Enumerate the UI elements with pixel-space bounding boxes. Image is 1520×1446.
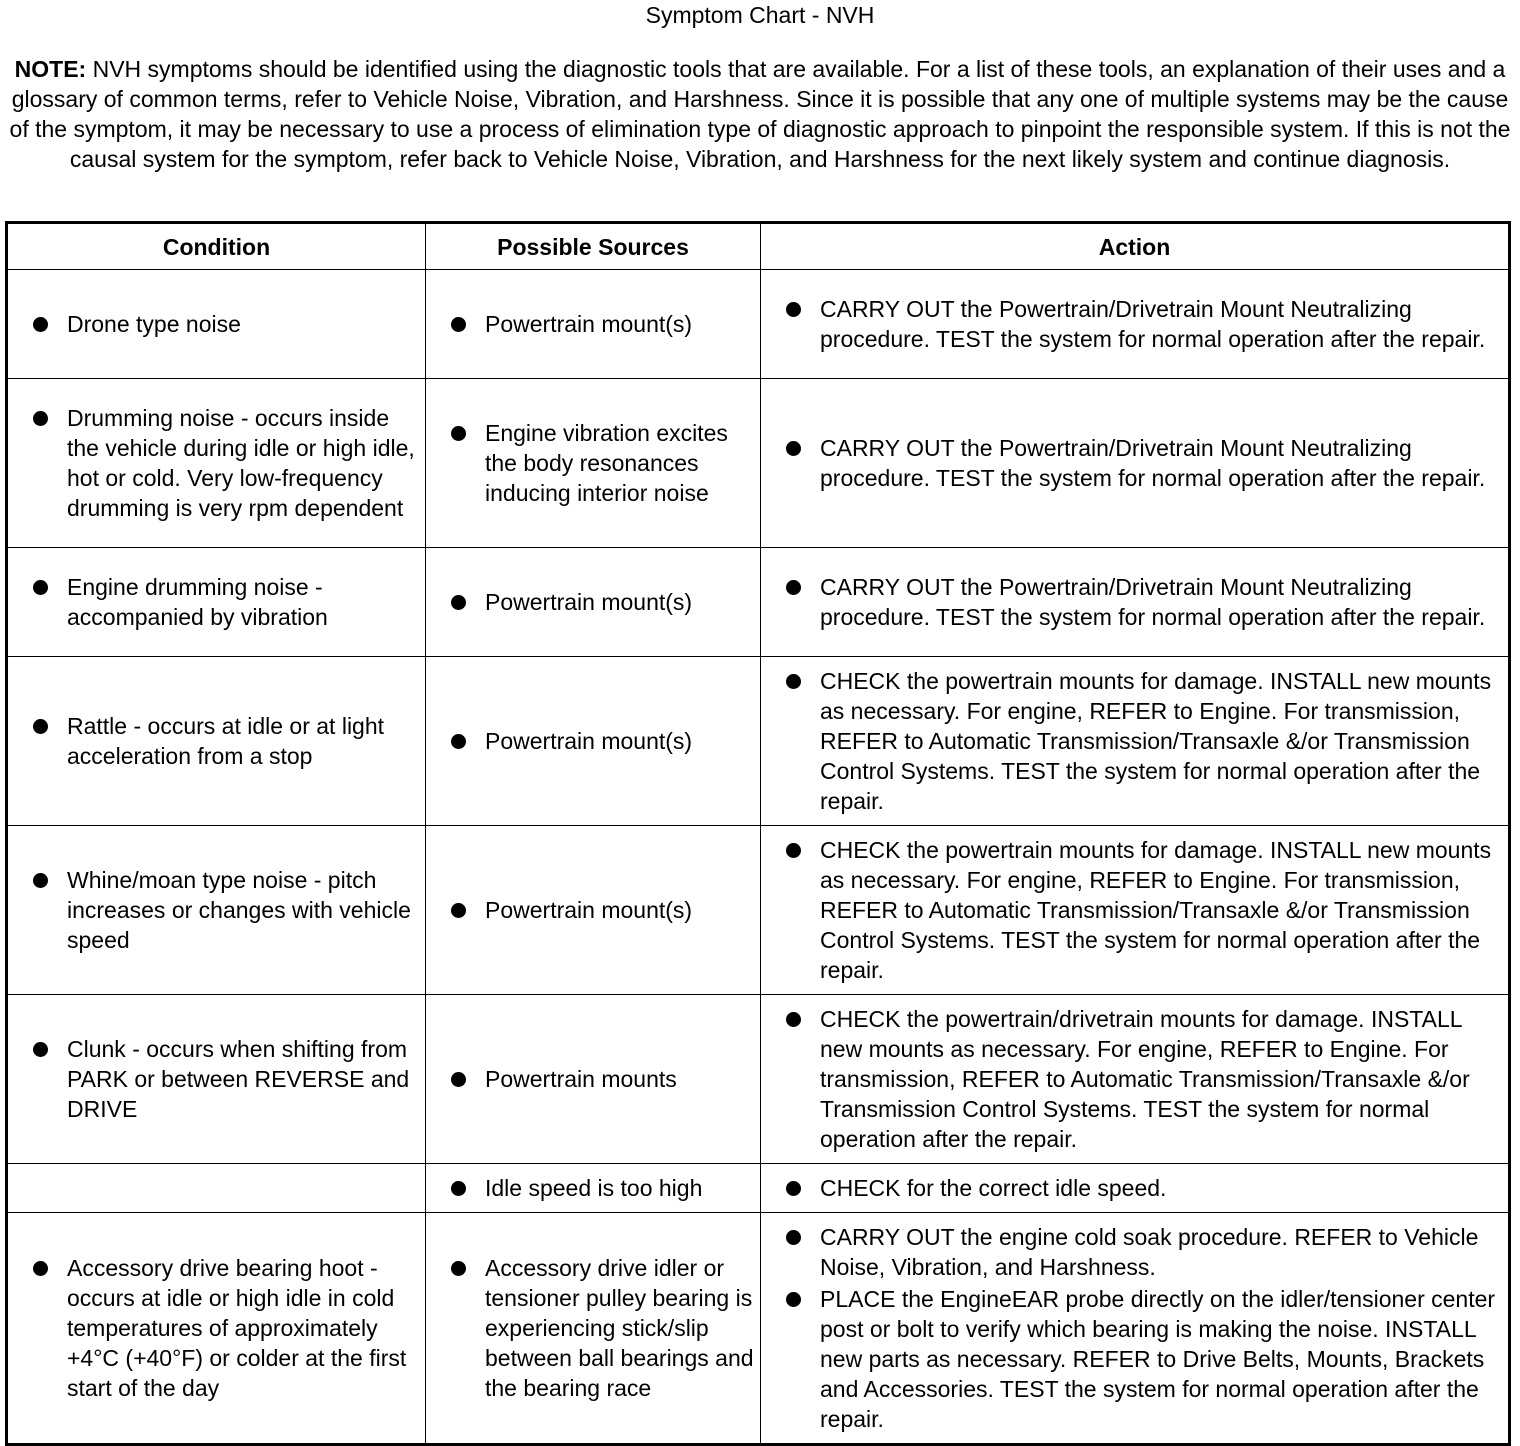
action-item: CARRY OUT the engine cold soak procedure. REFER to Vehicle Noise, Vibration, and Harshness.	[786, 1222, 1502, 1282]
source-item: Powertrain mount(s)	[451, 587, 754, 617]
table-row	[7, 270, 1510, 379]
condition-cell	[7, 1213, 426, 1445]
source-item: Accessory drive idler or tensioner pulley bearing is experiencing stick/slip between ball bearings and the bearing race	[451, 1253, 754, 1403]
condition-item: Engine drumming noise - accompanied by vibration	[33, 572, 419, 632]
action-item: CARRY OUT the Powertrain/Drivetrain Mount Neutralizing procedure. TEST the system for normal operation after the repair.	[786, 433, 1502, 493]
source-item: Idle speed is too high	[451, 1173, 754, 1203]
condition-cell	[7, 379, 426, 548]
header-possible-sources: Possible Sources	[426, 223, 761, 270]
action-item: CARRY OUT the Powertrain/Drivetrain Mount Neutralizing procedure. TEST the system for normal operation after the repair.	[786, 572, 1502, 632]
condition-cell	[7, 270, 426, 379]
action-cell	[761, 1213, 1510, 1445]
condition-cell	[7, 826, 426, 995]
sources-cell	[426, 826, 761, 995]
action-cell	[761, 379, 1510, 548]
source-item: Powertrain mount(s)	[451, 895, 754, 925]
symptom-chart-table	[5, 221, 1511, 1446]
condition-item: Clunk - occurs when shifting from PARK or between REVERSE and DRIVE	[33, 1034, 419, 1124]
sources-cell	[426, 1213, 761, 1445]
action-item: CHECK the powertrain mounts for damage. INSTALL new mounts as necessary. For engine, REFER to Engine. For transmission, REFER to Automatic Transmission/Transaxle &/or Transmission Control Systems. TEST the system for normal operation after the repair.	[786, 666, 1502, 816]
condition-item: Rattle - occurs at idle or at light acceleration from a stop	[33, 711, 419, 771]
action-cell	[761, 548, 1510, 657]
table-row	[7, 1213, 1510, 1445]
condition-cell	[7, 657, 426, 826]
sources-cell	[426, 657, 761, 826]
action-item: PLACE the EngineEAR probe directly on the idler/tensioner center post or bolt to verify which bearing is making the noise. INSTALL new parts as necessary. REFER to Drive Belts, Mounts, Brackets and Accessories. TEST the system for normal operation after the repair.	[786, 1284, 1502, 1434]
header-action: Action	[761, 223, 1510, 270]
action-item: CHECK for the correct idle speed.	[786, 1173, 1502, 1203]
action-item: CHECK the powertrain mounts for damage. INSTALL new mounts as necessary. For engine, REFER to Engine. For transmission, REFER to Automatic Transmission/Transaxle &/or Transmission Control Systems. TEST the system for normal operation after the repair.	[786, 835, 1502, 985]
table-row	[7, 657, 1510, 826]
note-text: NVH symptoms should be identified using the diagnostic tools that are available. For a list of these tools, an explanation of their uses and a glossary of common terms, refer to Vehicle Noise, Vibration, and Harshness. Since it is possible that any one of multiple systems may be the cause of the symptom, it may be necessary to use a process of elimination type of diagnostic approach to pinpoint the responsible system. If this is not the causal system for the symptom, refer back to Vehicle Noise, Vibration, and Harshness for the next likely system and continue diagnosis.	[9, 56, 1511, 172]
table-row	[7, 1164, 1510, 1213]
sources-cell	[426, 379, 761, 548]
condition-item: Accessory drive bearing hoot - occurs at idle or high idle in cold temperatures of approximately +4°C (+40°F) or colder at the first start of the day	[33, 1253, 419, 1403]
action-item: CHECK the powertrain/drivetrain mounts for damage. INSTALL new mounts as necessary. For engine, REFER to Engine. For transmission, REFER to Automatic Transmission/Transaxle &/or Transmission Control Systems. TEST the system for normal operation after the repair.	[786, 1004, 1502, 1154]
table-row	[7, 379, 1510, 548]
header-condition: Condition	[7, 223, 426, 270]
action-cell	[761, 995, 1510, 1164]
note-label: NOTE:	[14, 56, 87, 82]
condition-item: Drone type noise	[33, 309, 419, 339]
note-paragraph	[8, 54, 1512, 174]
action-item: CARRY OUT the Powertrain/Drivetrain Mount Neutralizing procedure. TEST the system for normal operation after the repair.	[786, 294, 1502, 354]
page-title: Symptom Chart - NVH	[645, 2, 875, 28]
source-item: Powertrain mount(s)	[451, 309, 754, 339]
sources-cell	[426, 548, 761, 657]
source-item: Powertrain mount(s)	[451, 726, 754, 756]
action-cell	[761, 826, 1510, 995]
sources-cell	[426, 995, 761, 1164]
source-item: Powertrain mounts	[451, 1064, 754, 1094]
condition-item: Drumming noise - occurs inside the vehicle during idle or high idle, hot or cold. Very low-frequency drumming is very rpm dependent	[33, 403, 419, 523]
table-row	[7, 995, 1510, 1164]
source-item: Engine vibration excites the body resonances inducing interior noise	[451, 418, 754, 508]
action-cell	[761, 270, 1510, 379]
condition-cell-empty	[7, 1164, 426, 1213]
action-cell	[761, 1164, 1510, 1213]
table-row	[7, 826, 1510, 995]
condition-item: Whine/moan type noise - pitch increases or changes with vehicle speed	[33, 865, 419, 955]
table-row	[7, 548, 1510, 657]
sources-cell	[426, 1164, 761, 1213]
condition-cell	[7, 995, 426, 1164]
condition-cell	[7, 548, 426, 657]
action-cell	[761, 657, 1510, 826]
header-row	[7, 223, 1510, 270]
sources-cell	[426, 270, 761, 379]
